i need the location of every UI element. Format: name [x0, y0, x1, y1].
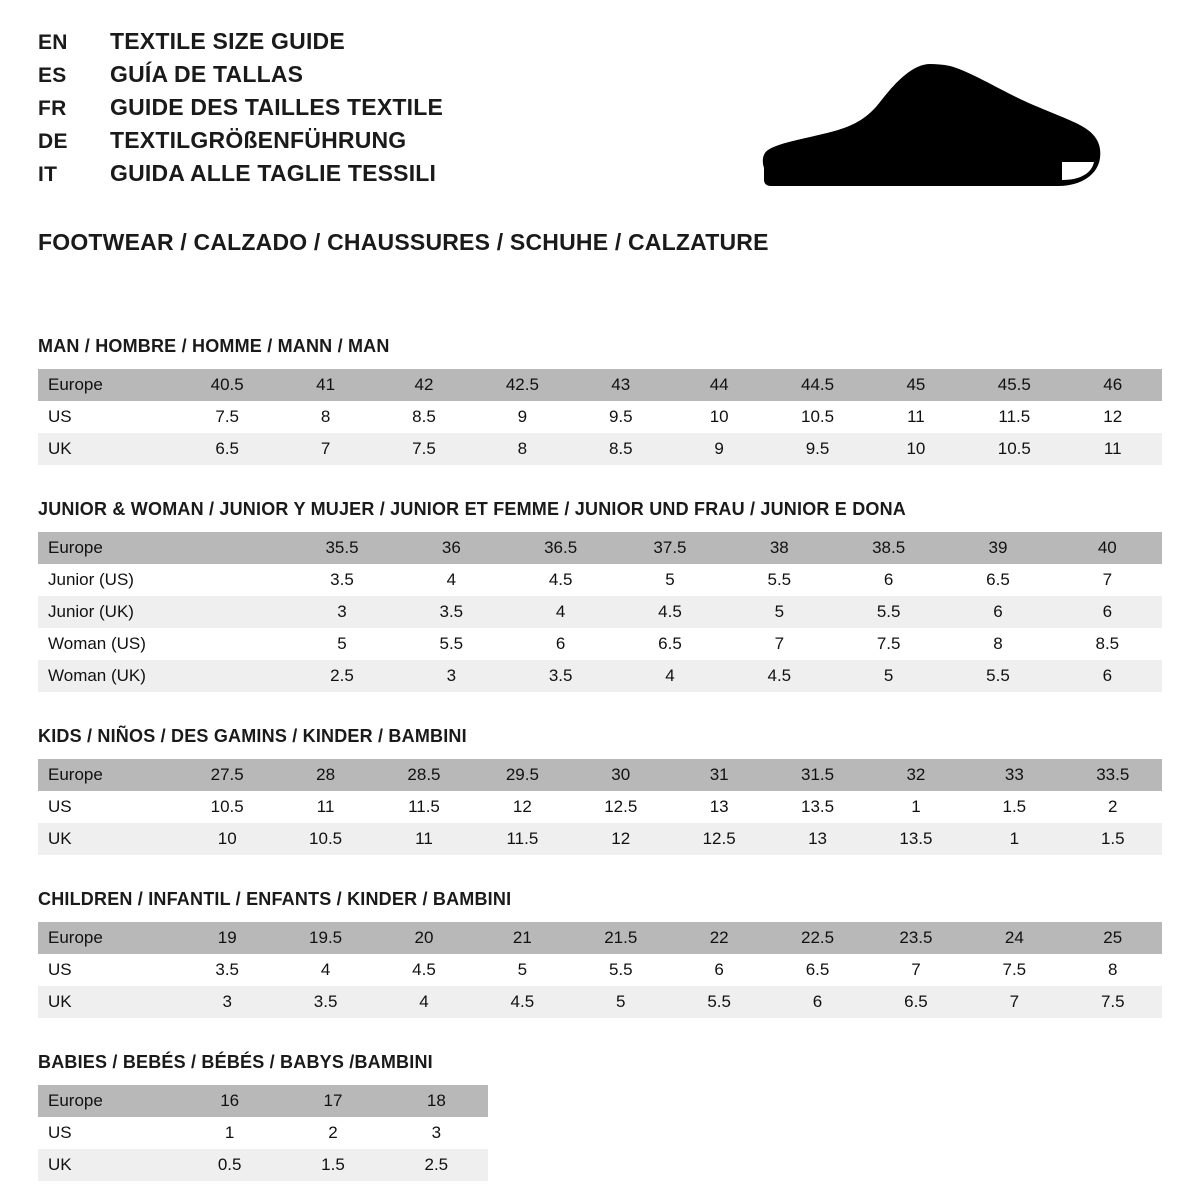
- language-title-list: [38, 30, 443, 195]
- table-row: [38, 532, 1162, 564]
- cell: 3.5: [397, 596, 506, 628]
- cell: 6.5: [943, 564, 1052, 596]
- cell: 13: [670, 791, 768, 823]
- cell: 8: [1064, 954, 1162, 986]
- cell: 28.5: [375, 759, 473, 791]
- cell: 5: [572, 986, 670, 1018]
- cell: 1: [178, 1117, 281, 1149]
- table-row: [38, 564, 1162, 596]
- dress-shoe-icon: [762, 58, 1102, 193]
- cell: 12.5: [572, 791, 670, 823]
- language-title: TEXTILE SIZE GUIDE: [110, 28, 345, 54]
- cell: [178, 596, 287, 628]
- cell: 44: [670, 369, 768, 401]
- language-title: GUIDA ALLE TAGLIE TESSILI: [110, 160, 437, 186]
- cell: 33.5: [1064, 759, 1162, 791]
- cell: 7.5: [1064, 986, 1162, 1018]
- row-label: US: [38, 791, 178, 823]
- cell: 7.5: [965, 954, 1063, 986]
- cell: 5: [834, 660, 943, 692]
- cell: 5.5: [725, 564, 834, 596]
- cell: 28: [276, 759, 374, 791]
- cell: 1.5: [1064, 823, 1162, 855]
- row-label: Europe: [38, 922, 178, 954]
- language-code: EN: [38, 31, 68, 54]
- language-title: GUIDE DES TAILLES TEXTILE: [110, 94, 443, 120]
- cell: 32: [867, 759, 965, 791]
- language-title: TEXTILGRÖßENFÜHRUNG: [110, 127, 407, 153]
- section-junior-woman: [38, 499, 1162, 692]
- cell: 8.5: [375, 401, 473, 433]
- row-label: US: [38, 954, 178, 986]
- language-row: [38, 96, 443, 119]
- language-code: FR: [38, 97, 67, 120]
- table-row: [38, 369, 1162, 401]
- cell: 39: [943, 532, 1052, 564]
- cell: 4: [506, 596, 615, 628]
- cell: 25: [1064, 922, 1162, 954]
- table-row: [38, 823, 1162, 855]
- row-label: UK: [38, 823, 178, 855]
- cell: 6: [768, 986, 866, 1018]
- cell: 10.5: [965, 433, 1063, 465]
- cell: 36.5: [506, 532, 615, 564]
- language-title: GUÍA DE TALLAS: [110, 61, 304, 87]
- cell: 1.5: [281, 1149, 384, 1181]
- section-title: MAN / HOMBRE / HOMME / MANN / MAN: [38, 336, 390, 356]
- cell: 2: [1064, 791, 1162, 823]
- cell: 8.5: [572, 433, 670, 465]
- category-title: FOOTWEAR / CALZADO / CHAUSSURES / SCHUHE / CALZATURE: [38, 229, 769, 255]
- cell: 11.5: [473, 823, 571, 855]
- cell: 6: [506, 628, 615, 660]
- cell: 29.5: [473, 759, 571, 791]
- cell: 5.5: [943, 660, 1052, 692]
- cell: 3: [385, 1117, 488, 1149]
- table-row: [38, 1117, 488, 1149]
- size-table-children: [38, 922, 1162, 1018]
- size-table-junior-woman: [38, 532, 1162, 692]
- cell: 11: [867, 401, 965, 433]
- row-label: Junior (US): [38, 564, 178, 596]
- row-label: US: [38, 401, 178, 433]
- cell: 9: [473, 401, 571, 433]
- language-code: IT: [38, 163, 58, 186]
- cell: 6: [1053, 596, 1162, 628]
- cell: 5: [287, 628, 396, 660]
- cell: 42: [375, 369, 473, 401]
- cell: 5: [473, 954, 571, 986]
- table-row: [38, 759, 1162, 791]
- size-table-man: [38, 369, 1162, 465]
- row-label: Europe: [38, 532, 178, 564]
- cell: 12.5: [670, 823, 768, 855]
- cell: 5.5: [572, 954, 670, 986]
- cell: 7: [276, 433, 374, 465]
- cell: 7.5: [178, 401, 276, 433]
- table-row: [38, 628, 1162, 660]
- cell: 21: [473, 922, 571, 954]
- cell: 8: [473, 433, 571, 465]
- cell: 6: [1053, 660, 1162, 692]
- cell: [178, 564, 287, 596]
- cell: 7.5: [375, 433, 473, 465]
- cell: 2: [281, 1117, 384, 1149]
- table-row: [38, 922, 1162, 954]
- cell: 13.5: [768, 791, 866, 823]
- cell: 46: [1064, 369, 1162, 401]
- cell: 9: [670, 433, 768, 465]
- cell: 13.5: [867, 823, 965, 855]
- cell: 42.5: [473, 369, 571, 401]
- row-label: UK: [38, 986, 178, 1018]
- cell: 3.5: [276, 986, 374, 1018]
- cell: 6: [670, 954, 768, 986]
- row-label: Europe: [38, 369, 178, 401]
- table-row: [38, 433, 1162, 465]
- cell: 11: [1064, 433, 1162, 465]
- table-row: [38, 954, 1162, 986]
- cell: 38: [725, 532, 834, 564]
- cell: 11: [276, 791, 374, 823]
- cell: 3: [287, 596, 396, 628]
- table-row: [38, 596, 1162, 628]
- cell: 3.5: [287, 564, 396, 596]
- cell: 45: [867, 369, 965, 401]
- cell: 6: [943, 596, 1052, 628]
- cell: [178, 628, 287, 660]
- cell: 7: [1053, 564, 1162, 596]
- cell: 4.5: [375, 954, 473, 986]
- cell: 5.5: [397, 628, 506, 660]
- row-label: Junior (UK): [38, 596, 178, 628]
- cell: 37.5: [615, 532, 724, 564]
- cell: 43: [572, 369, 670, 401]
- cell: 6.5: [867, 986, 965, 1018]
- cell: 35.5: [287, 532, 396, 564]
- language-row: [38, 63, 443, 86]
- row-label: US: [38, 1117, 178, 1149]
- cell: 40: [1053, 532, 1162, 564]
- cell: 12: [473, 791, 571, 823]
- cell: 31: [670, 759, 768, 791]
- cell: 6.5: [178, 433, 276, 465]
- row-label: Woman (US): [38, 628, 178, 660]
- cell: 8: [276, 401, 374, 433]
- section-title: KIDS / NIÑOS / DES GAMINS / KINDER / BAMBINI: [38, 726, 467, 746]
- cell: 22.5: [768, 922, 866, 954]
- row-label: Europe: [38, 1085, 178, 1117]
- section-children: [38, 889, 1162, 1018]
- cell: 4: [375, 986, 473, 1018]
- table-row: [38, 1149, 488, 1181]
- cell: 17: [281, 1085, 384, 1117]
- section-title: JUNIOR & WOMAN / JUNIOR Y MUJER / JUNIOR ET FEMME / JUNIOR UND FRAU / JUNIOR E DONA: [38, 499, 907, 519]
- cell: 45.5: [965, 369, 1063, 401]
- table-row: [38, 1085, 488, 1117]
- row-label: Woman (UK): [38, 660, 178, 692]
- cell: 1: [965, 823, 1063, 855]
- cell: 3.5: [506, 660, 615, 692]
- row-label: UK: [38, 1149, 178, 1181]
- cell: 1: [867, 791, 965, 823]
- cell: 4.5: [615, 596, 724, 628]
- section-title: BABIES / BEBÉS / BÉBÉS / BABYS /BAMBINI: [38, 1052, 433, 1072]
- table-row: [38, 791, 1162, 823]
- table-row: [38, 660, 1162, 692]
- cell: 20: [375, 922, 473, 954]
- cell: 10: [670, 401, 768, 433]
- cell: 30: [572, 759, 670, 791]
- cell: 10: [867, 433, 965, 465]
- section-man: [38, 336, 1162, 465]
- cell: 2.5: [385, 1149, 488, 1181]
- cell: 9.5: [572, 401, 670, 433]
- cell: 7: [965, 986, 1063, 1018]
- language-row: [38, 162, 443, 185]
- cell: 6.5: [768, 954, 866, 986]
- cell: 2.5: [287, 660, 396, 692]
- cell: 9.5: [768, 433, 866, 465]
- cell: 44.5: [768, 369, 866, 401]
- cell: 6: [834, 564, 943, 596]
- cell: 5: [725, 596, 834, 628]
- cell: 8.5: [1053, 628, 1162, 660]
- page-header: [38, 30, 1162, 195]
- cell: 13: [768, 823, 866, 855]
- section-babies: [38, 1052, 1162, 1181]
- language-row: [38, 129, 443, 152]
- cell: 10.5: [276, 823, 374, 855]
- cell: 10.5: [178, 791, 276, 823]
- cell: 19.5: [276, 922, 374, 954]
- cell: 33: [965, 759, 1063, 791]
- cell: 22: [670, 922, 768, 954]
- cell: 11.5: [375, 791, 473, 823]
- cell: 19: [178, 922, 276, 954]
- language-code: DE: [38, 130, 68, 153]
- cell: 7: [867, 954, 965, 986]
- row-label: UK: [38, 433, 178, 465]
- cell: 41: [276, 369, 374, 401]
- cell: 36: [397, 532, 506, 564]
- cell: 4.5: [506, 564, 615, 596]
- cell: 3.5: [178, 954, 276, 986]
- cell: 5.5: [834, 596, 943, 628]
- table-row: [38, 401, 1162, 433]
- row-label: Europe: [38, 759, 178, 791]
- cell: 4.5: [473, 986, 571, 1018]
- cell: 18: [385, 1085, 488, 1117]
- cell: 31.5: [768, 759, 866, 791]
- cell: 7.5: [834, 628, 943, 660]
- cell: 10.5: [768, 401, 866, 433]
- cell: 21.5: [572, 922, 670, 954]
- cell: 12: [572, 823, 670, 855]
- cell: 3: [178, 986, 276, 1018]
- cell: 0.5: [178, 1149, 281, 1181]
- cell: 27.5: [178, 759, 276, 791]
- cell: 5: [615, 564, 724, 596]
- cell: 10: [178, 823, 276, 855]
- cell: 23.5: [867, 922, 965, 954]
- table-row: [38, 986, 1162, 1018]
- cell: 16: [178, 1085, 281, 1117]
- cell: 40.5: [178, 369, 276, 401]
- cell: 11: [375, 823, 473, 855]
- cell: 7: [725, 628, 834, 660]
- cell: 8: [943, 628, 1052, 660]
- cell: 1.5: [965, 791, 1063, 823]
- section-kids: [38, 726, 1162, 855]
- cell: [178, 532, 287, 564]
- cell: 4: [615, 660, 724, 692]
- cell: 4.5: [725, 660, 834, 692]
- cell: 3: [397, 660, 506, 692]
- language-code: ES: [38, 64, 67, 87]
- size-table-babies: [38, 1085, 488, 1181]
- cell: 38.5: [834, 532, 943, 564]
- cell: 4: [276, 954, 374, 986]
- cell: [178, 660, 287, 692]
- size-table-kids: [38, 759, 1162, 855]
- section-title: CHILDREN / INFANTIL / ENFANTS / KINDER / BAMBINI: [38, 889, 512, 909]
- cell: 6.5: [615, 628, 724, 660]
- cell: 24: [965, 922, 1063, 954]
- cell: 12: [1064, 401, 1162, 433]
- cell: 11.5: [965, 401, 1063, 433]
- cell: 4: [397, 564, 506, 596]
- language-row: [38, 30, 443, 53]
- cell: 5.5: [670, 986, 768, 1018]
